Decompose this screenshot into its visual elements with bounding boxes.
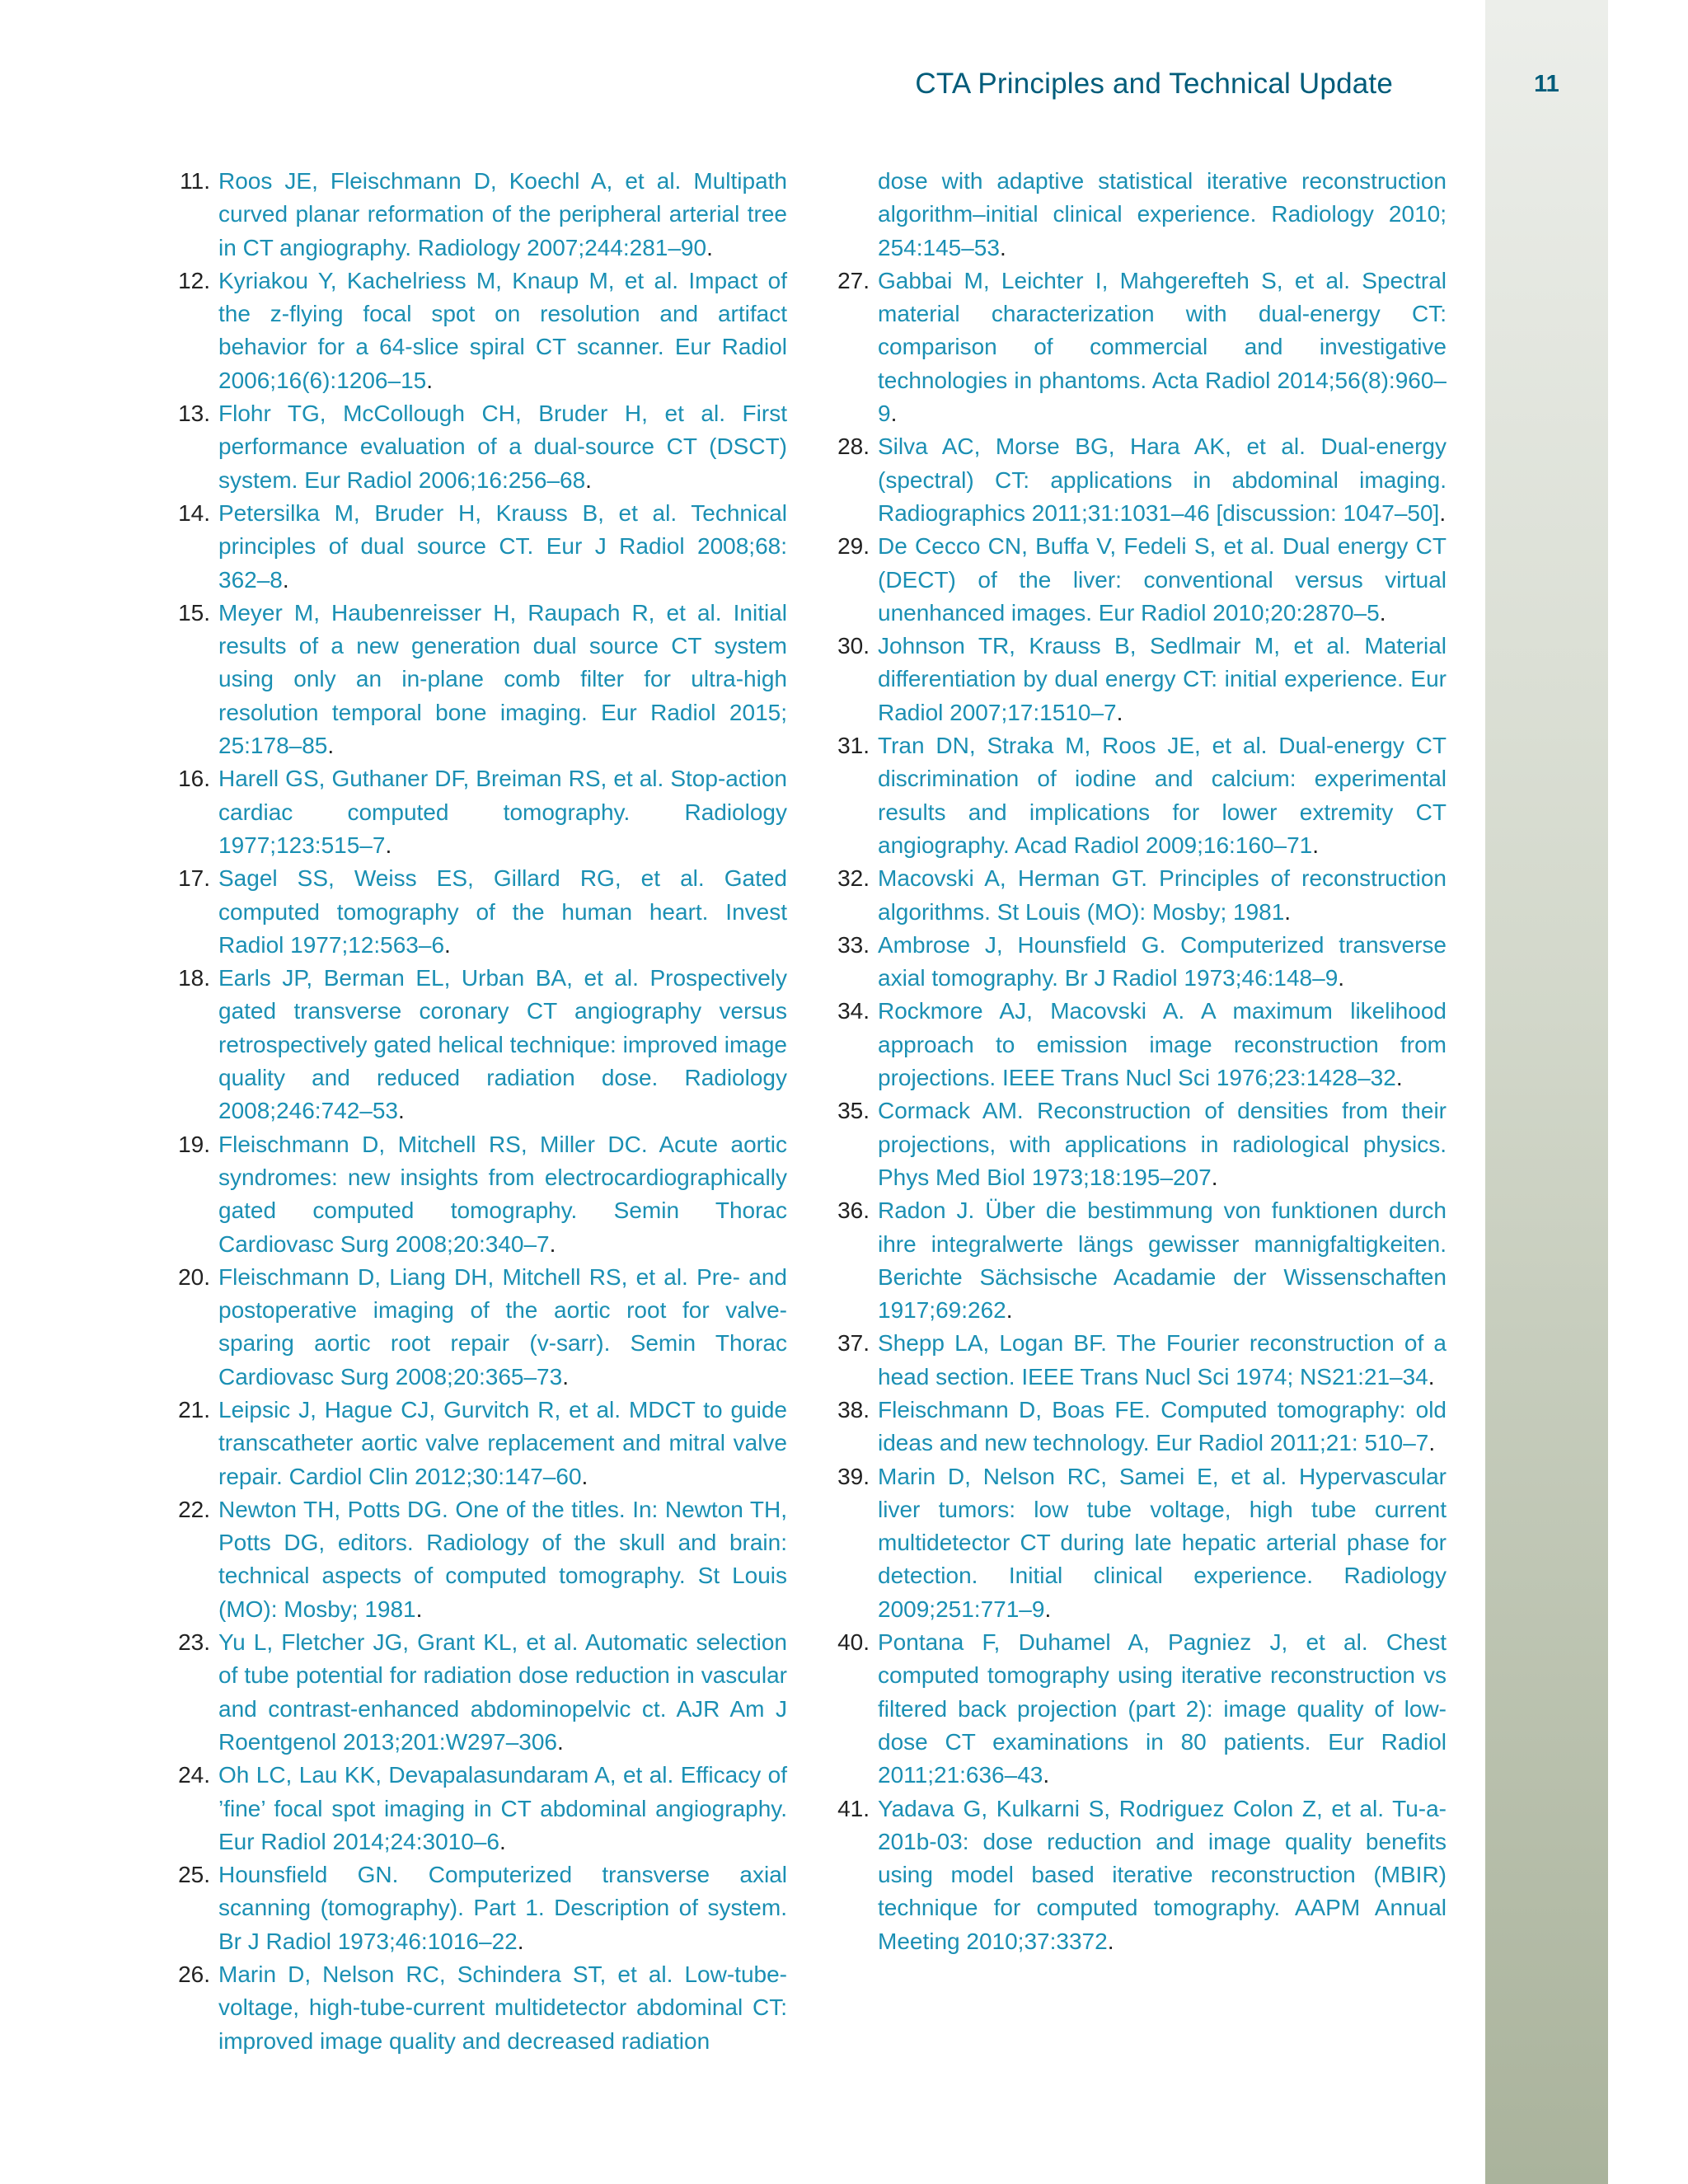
reference-item bbox=[178, 1626, 787, 1759]
reference-end-punctuation: . bbox=[999, 234, 1006, 260]
reference-end-punctuation: . bbox=[327, 733, 335, 759]
reference-item bbox=[837, 1793, 1447, 1958]
reference-link[interactable]: Silva AC, Morse BG, Hara AK, et al. Dual-energy (spectral) CT: applications in abdominal imaging. Radiographics 2011;31:1031–46 [discussion: 1047–50] bbox=[878, 434, 1447, 526]
reference-link[interactable]: Flohr TG, McCollough CH, Bruder H, et al. First performance evaluation of a dual-source CT (DSCT) system. Eur Radiol 2006;16:256–68 bbox=[218, 401, 787, 493]
reference-number: 31. bbox=[837, 733, 870, 759]
reference-end-punctuation: . bbox=[1044, 1596, 1052, 1622]
reference-end-punctuation: . bbox=[444, 931, 451, 958]
reference-number: 40. bbox=[837, 1629, 870, 1656]
reference-number: 41. bbox=[837, 1795, 870, 1821]
reference-end-punctuation: . bbox=[562, 1363, 569, 1390]
reference-number: 24. bbox=[178, 1762, 210, 1788]
reference-item bbox=[178, 862, 787, 962]
reference-item bbox=[837, 729, 1447, 862]
reference-item bbox=[837, 265, 1447, 430]
reference-number: 29. bbox=[837, 533, 870, 560]
reference-item bbox=[178, 962, 787, 1127]
reference-link[interactable]: Meyer M, Haubenreisser H, Raupach R, et al. Initial results of a new generation dual source CT system using only an in-plane comb filter for ultra-high resolution temporal bone imaging. Eur Radiol 2015; 25:178–85 bbox=[218, 599, 787, 759]
reference-number: 28. bbox=[837, 434, 870, 460]
reference-number: 22. bbox=[178, 1496, 210, 1522]
reference-end-punctuation: . bbox=[1428, 1363, 1435, 1390]
reference-end-punctuation: . bbox=[1338, 965, 1345, 991]
reference-end-punctuation: . bbox=[581, 1463, 588, 1489]
reference-end-punctuation: . bbox=[415, 1596, 423, 1622]
reference-link[interactable]: Fleischmann D, Boas FE. Computed tomography: old ideas and new technology. Eur Radiol 2011;21: 510–7 bbox=[878, 1396, 1447, 1456]
reference-number: 38. bbox=[837, 1396, 870, 1422]
reference-link[interactable]: Yadava G, Kulkarni S, Rodriguez Colon Z, et al. Tu-a-201b-03: dose reduction and image quality benefits using model based iterative reconstruction (MBIR) technique for computed tomography. AAPM Annual Meeting 2010;37:3372 bbox=[878, 1795, 1447, 1954]
reference-item bbox=[178, 597, 787, 762]
reference-link[interactable]: Marin D, Nelson RC, Samei E, et al. Hypervascular liver tumors: low tube voltage, high tube current multidetector CT during late hepatic arterial phase for detection. Initial clinical experience. Radiology 2009;251:771–9 bbox=[878, 1463, 1447, 1622]
reference-item bbox=[178, 397, 787, 497]
reference-link[interactable]: Shepp LA, Logan BF. The Fourier reconstruction of a head section. IEEE Trans Nucl Sci 1974; NS21:21–34 bbox=[878, 1330, 1447, 1390]
page-margin-strip bbox=[1485, 0, 1608, 2184]
reference-end-punctuation: . bbox=[499, 1828, 506, 1854]
reference-number: 19. bbox=[178, 1131, 210, 1157]
reference-number: 21. bbox=[178, 1396, 210, 1422]
reference-end-punctuation: . bbox=[398, 1098, 405, 1124]
reference-number: 17. bbox=[178, 865, 210, 892]
reference-link[interactable]: dose with adaptive statistical iterative reconstruction algorithm–initial clinical experience. Radiology 2010; 254:145–53 bbox=[878, 168, 1447, 260]
reference-item bbox=[837, 1327, 1447, 1394]
page-number: 11 bbox=[1534, 71, 1559, 97]
reference-number: 36. bbox=[837, 1197, 870, 1224]
reference-end-punctuation: . bbox=[426, 367, 433, 393]
reference-end-punctuation: . bbox=[557, 1728, 564, 1755]
reference-number: 18. bbox=[178, 965, 210, 991]
reference-end-punctuation: . bbox=[282, 566, 289, 593]
reference-item bbox=[178, 265, 787, 397]
reference-number: 15. bbox=[178, 599, 210, 626]
reference-list-left bbox=[178, 165, 787, 2058]
reference-link[interactable]: Cormack AM. Reconstruction of densities from their projections, with applications in radiological physics. Phys Med Biol 1973;18:195–207 bbox=[878, 1098, 1447, 1190]
reference-number: 11. bbox=[180, 168, 210, 194]
reference-link[interactable]: Pontana F, Duhamel A, Pagniez J, et al. Chest computed tomography using iterative reconstruction vs filtered back projection (part 2): image quality of low-dose CT examinations in 80 patients. Eur Radiol 2011;21:636–43 bbox=[878, 1629, 1447, 1788]
reference-item bbox=[837, 1394, 1447, 1460]
reference-link[interactable]: Rockmore AJ, Macovski A. A maximum likelihood approach to emission image reconstruction from projections. IEEE Trans Nucl Sci 1976;23:1428–32 bbox=[878, 998, 1447, 1091]
reference-end-punctuation: . bbox=[1428, 1430, 1436, 1456]
reference-link[interactable]: Gabbai M, Leichter I, Mahgerefteh S, et al. Spectral material characterization with dual-energy CT: comparison of commercial and investigative technologies in phantoms. Acta Radiol 2014;56(8):960–9 bbox=[878, 267, 1447, 427]
reference-number: 20. bbox=[178, 1263, 210, 1290]
reference-end-punctuation: . bbox=[1107, 1928, 1114, 1954]
reference-link[interactable]: Marin D, Nelson RC, Schindera ST, et al. Low-tube-voltage, high-tube-current multidetector abdominal CT: improved image quality and decreased radiation bbox=[218, 1961, 787, 2054]
reference-item bbox=[837, 862, 1447, 929]
reference-end-punctuation: . bbox=[517, 1928, 524, 1954]
reference-end-punctuation: . bbox=[1439, 499, 1447, 526]
reference-end-punctuation: . bbox=[1395, 1065, 1403, 1091]
reference-end-punctuation: . bbox=[1211, 1164, 1218, 1190]
reference-end-punctuation: . bbox=[585, 466, 592, 493]
reference-item bbox=[178, 1858, 787, 1958]
reference-link[interactable]: Oh LC, Lau KK, Devapalasundaram A, et al. Efficacy of ’fine’ focal spot imaging in CT abdominal angiography. Eur Radiol 2014;24:3010–6 bbox=[218, 1762, 787, 1854]
reference-item bbox=[837, 1194, 1447, 1327]
reference-number: 16. bbox=[178, 766, 210, 792]
reference-link[interactable]: Roos JE, Fleischmann D, Koechl A, et al. Multipath curved planar reformation of the peripheral arterial tree in CT angiography. Radiology 2007;244:281–90 bbox=[218, 168, 787, 260]
reference-link[interactable]: Sagel SS, Weiss ES, Gillard RG, et al. Gated computed tomography of the human heart. Invest Radiol 1977;12:563–6 bbox=[218, 865, 787, 958]
reference-number: 37. bbox=[837, 1330, 870, 1357]
reference-end-punctuation: . bbox=[706, 234, 713, 260]
reference-number: 35. bbox=[837, 1098, 870, 1124]
reference-number: 14. bbox=[178, 499, 210, 526]
reference-item bbox=[180, 165, 787, 265]
reference-link[interactable]: Tran DN, Straka M, Roos JE, et al. Dual-energy CT discrimination of iodine and calcium: experimental results and implications for lower extremity CT angiography. Acad Radiol 2009;16:160–71 bbox=[878, 733, 1447, 858]
reference-link[interactable]: Yu L, Fletcher JG, Grant KL, et al. Automatic selection of tube potential for radiation dose reduction in vascular and contrast-enhanced abdominopelvic ct. AJR Am J Roentgenol 2013;201:W297–306 bbox=[218, 1629, 787, 1755]
reference-end-punctuation: . bbox=[1312, 832, 1320, 858]
reference-number: 30. bbox=[837, 633, 870, 659]
reference-item bbox=[178, 1958, 787, 2058]
reference-number: 39. bbox=[837, 1463, 870, 1489]
reference-link[interactable]: Petersilka M, Bruder H, Krauss B, et al. Technical principles of dual source CT. Eur J Radiol 2008;68: 362–8 bbox=[218, 499, 787, 593]
reference-end-punctuation: . bbox=[1043, 1762, 1050, 1788]
reference-link[interactable]: Fleischmann D, Liang DH, Mitchell RS, et al. Pre- and postoperative imaging of the aortic root for valve-sparing aortic root repair (v-sarr). Semin Thorac Cardiovasc Surg 2008;20:365–73 bbox=[218, 1263, 787, 1390]
reference-item bbox=[837, 430, 1447, 530]
reference-link[interactable]: Radon J. Über die bestimmung von funktionen durch ihre integralwerte längs gewisser mannigfaltigkeiten. Berichte Sächsische Acadamie der Wissenschaften 1917;69:262 bbox=[878, 1197, 1447, 1324]
reference-number: 27. bbox=[837, 267, 870, 293]
reference-link[interactable]: Newton TH, Potts DG. One of the titles. In: Newton TH, Potts DG, editors. Radiology of the skull and brain: technical aspects of computed tomography. St Louis (MO): Mosby; 1981 bbox=[218, 1496, 787, 1622]
reference-number: 13. bbox=[178, 401, 210, 427]
reference-item bbox=[837, 630, 1447, 729]
reference-link[interactable]: Kyriakou Y, Kachelriess M, Knaup M, et al. Impact of the z-flying focal spot on resolution and artifact behavior for a 64-slice spiral CT scanner. Eur Radiol 2006;16(6):1206–15 bbox=[218, 267, 787, 393]
reference-item bbox=[178, 497, 787, 597]
reference-link[interactable]: Hounsfield GN. Computerized transverse axial scanning (tomography). Part 1. Description of system. Br J Radiol 1973;46:1016–22 bbox=[218, 1862, 787, 1954]
reference-number: 34. bbox=[837, 998, 870, 1024]
reference-link[interactable]: Harell GS, Guthaner DF, Breiman RS, et al. Stop-action cardiac computed tomography. Radiology 1977;123:515–7 bbox=[218, 766, 787, 858]
reference-list-right bbox=[837, 165, 1447, 1958]
reference-item bbox=[178, 762, 787, 862]
reference-item bbox=[837, 929, 1447, 996]
reference-end-punctuation: . bbox=[1116, 699, 1123, 725]
reference-number: 33. bbox=[837, 931, 870, 958]
reference-end-punctuation: . bbox=[1006, 1297, 1013, 1324]
reference-end-punctuation: . bbox=[385, 832, 392, 858]
running-header-title: CTA Principles and Technical Update bbox=[915, 68, 1393, 100]
reference-item bbox=[837, 995, 1447, 1094]
reference-number: 23. bbox=[178, 1629, 210, 1656]
reference-link[interactable]: Leipsic J, Hague CJ, Gurvitch R, et al. MDCT to guide transcatheter aortic valve replacement and mitral valve repair. Cardiol Clin 2012;30:147–60 bbox=[218, 1396, 787, 1489]
reference-item bbox=[837, 1626, 1447, 1792]
reference-item bbox=[178, 1261, 787, 1394]
reference-link[interactable]: Earls JP, Berman EL, Urban BA, et al. Prospectively gated transverse coronary CT angiography versus retrospectively gated helical technique: improved image quality and reduced radiation dose. Radiology 2008;246:742–53 bbox=[218, 965, 787, 1124]
reference-item bbox=[178, 1759, 787, 1858]
reference-end-punctuation: . bbox=[890, 401, 898, 427]
reference-end-punctuation: . bbox=[1379, 599, 1386, 626]
reference-number: 25. bbox=[178, 1862, 210, 1888]
reference-number: 26. bbox=[178, 1961, 210, 1988]
reference-end-punctuation: . bbox=[549, 1230, 556, 1257]
reference-item bbox=[878, 165, 1447, 265]
reference-item bbox=[837, 530, 1447, 630]
reference-item bbox=[178, 1128, 787, 1261]
reference-link[interactable]: Johnson TR, Krauss B, Sedlmair M, et al. Material differentiation by dual energy CT: initial experience. Eur Radiol 2007;17:1510–7 bbox=[878, 633, 1447, 725]
reference-link[interactable]: Ambrose J, Hounsfield G. Computerized transverse axial tomography. Br J Radiol 1973;46:148–9 bbox=[878, 931, 1447, 991]
reference-item bbox=[178, 1394, 787, 1493]
reference-item bbox=[178, 1493, 787, 1626]
reference-number: 12. bbox=[178, 267, 210, 293]
reference-number: 32. bbox=[837, 865, 870, 892]
reference-link[interactable]: Macovski A, Herman GT. Principles of reconstruction algorithms. St Louis (MO): Mosby; 1981 bbox=[878, 865, 1447, 925]
reference-item bbox=[837, 1094, 1447, 1194]
reference-end-punctuation: . bbox=[1284, 898, 1292, 925]
reference-link[interactable]: De Cecco CN, Buffa V, Fedeli S, et al. Dual energy CT (DECT) of the liver: conventional versus virtual unenhanced images. Eur Radiol 2010;20:2870–5 bbox=[878, 533, 1447, 626]
reference-link[interactable]: Fleischmann D, Mitchell RS, Miller DC. Acute aortic syndromes: new insights from electrocardiographically gated computed tomography. Semin Thorac Cardiovasc Surg 2008;20:340–7 bbox=[218, 1131, 787, 1257]
reference-item bbox=[837, 1460, 1447, 1626]
